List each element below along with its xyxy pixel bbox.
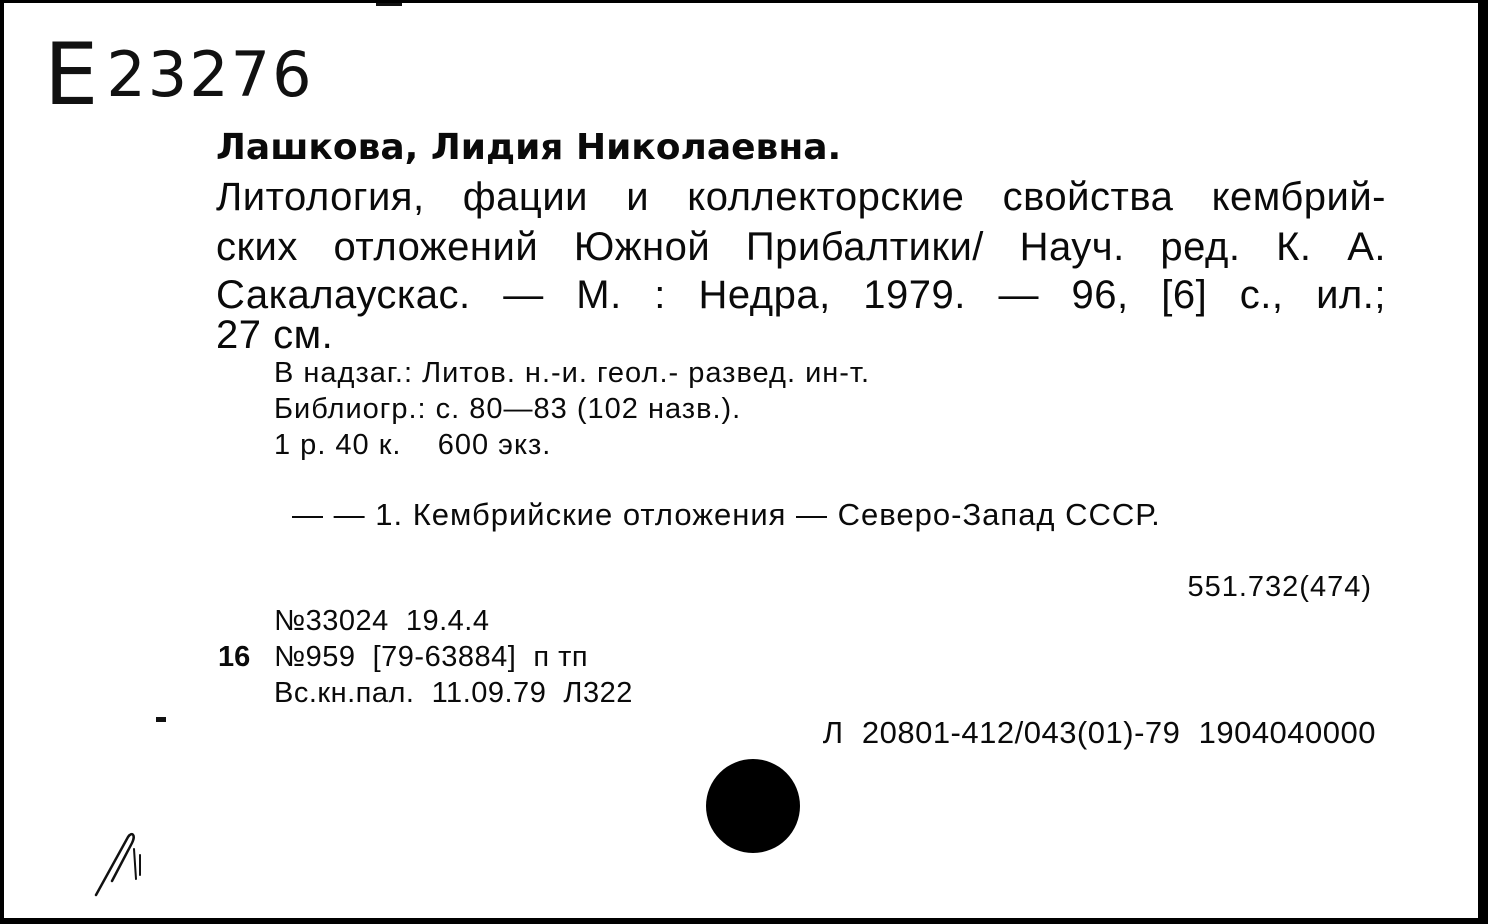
udc-code: 551.732(474) [1187,571,1372,603]
card-edge-right [1478,0,1488,924]
registry-line-1: №33024 19.4.4 [274,605,490,637]
punch-hole [706,759,800,853]
note-bibliography: Библиогр.: с. 80—83 (102 назв.). [274,393,742,425]
registry-line-3: Вс.кн.пал. 11.09.79 Л322 [274,677,633,709]
card-edge-bottom [0,918,1488,924]
author-heading: Лашкова, Лидия Николаевна. [216,127,842,168]
shelf-mark-letter: Е [44,25,101,125]
registry-line-2: №959 [79-63884] п тп [274,641,589,673]
shelf-mark [44,25,314,125]
note-publisher-org: В надзаг.: Литов. н.-и. геол.- развед. ин-т. [274,357,871,389]
title-line-2: ских отложений Южной Прибалтики/ Науч. ред. К. А. [216,225,1386,269]
ink-speck [156,717,166,722]
handwritten-mark [88,829,148,899]
note-price-copies: 1 р. 40 к. 600 экз. [274,429,552,461]
catalog-code: Л 20801-412/043(01)-79 1904040000 [822,715,1376,750]
subject-heading: — — 1. Кембрийские отложения — Северо-Запад СССР. [292,497,1161,532]
shelf-mark-number: 23276 [106,38,314,111]
title-line-4: 27 см. [216,313,334,357]
title-line-1: Литология, фации и коллекторские свойства кембрий- [216,175,1386,219]
title-line-3: Сакалаускас. — М. : Недра, 1979. — 96, [6] с., ил.; [216,273,1386,317]
registry-number: 16 [218,641,251,673]
ink-speck [376,3,402,6]
